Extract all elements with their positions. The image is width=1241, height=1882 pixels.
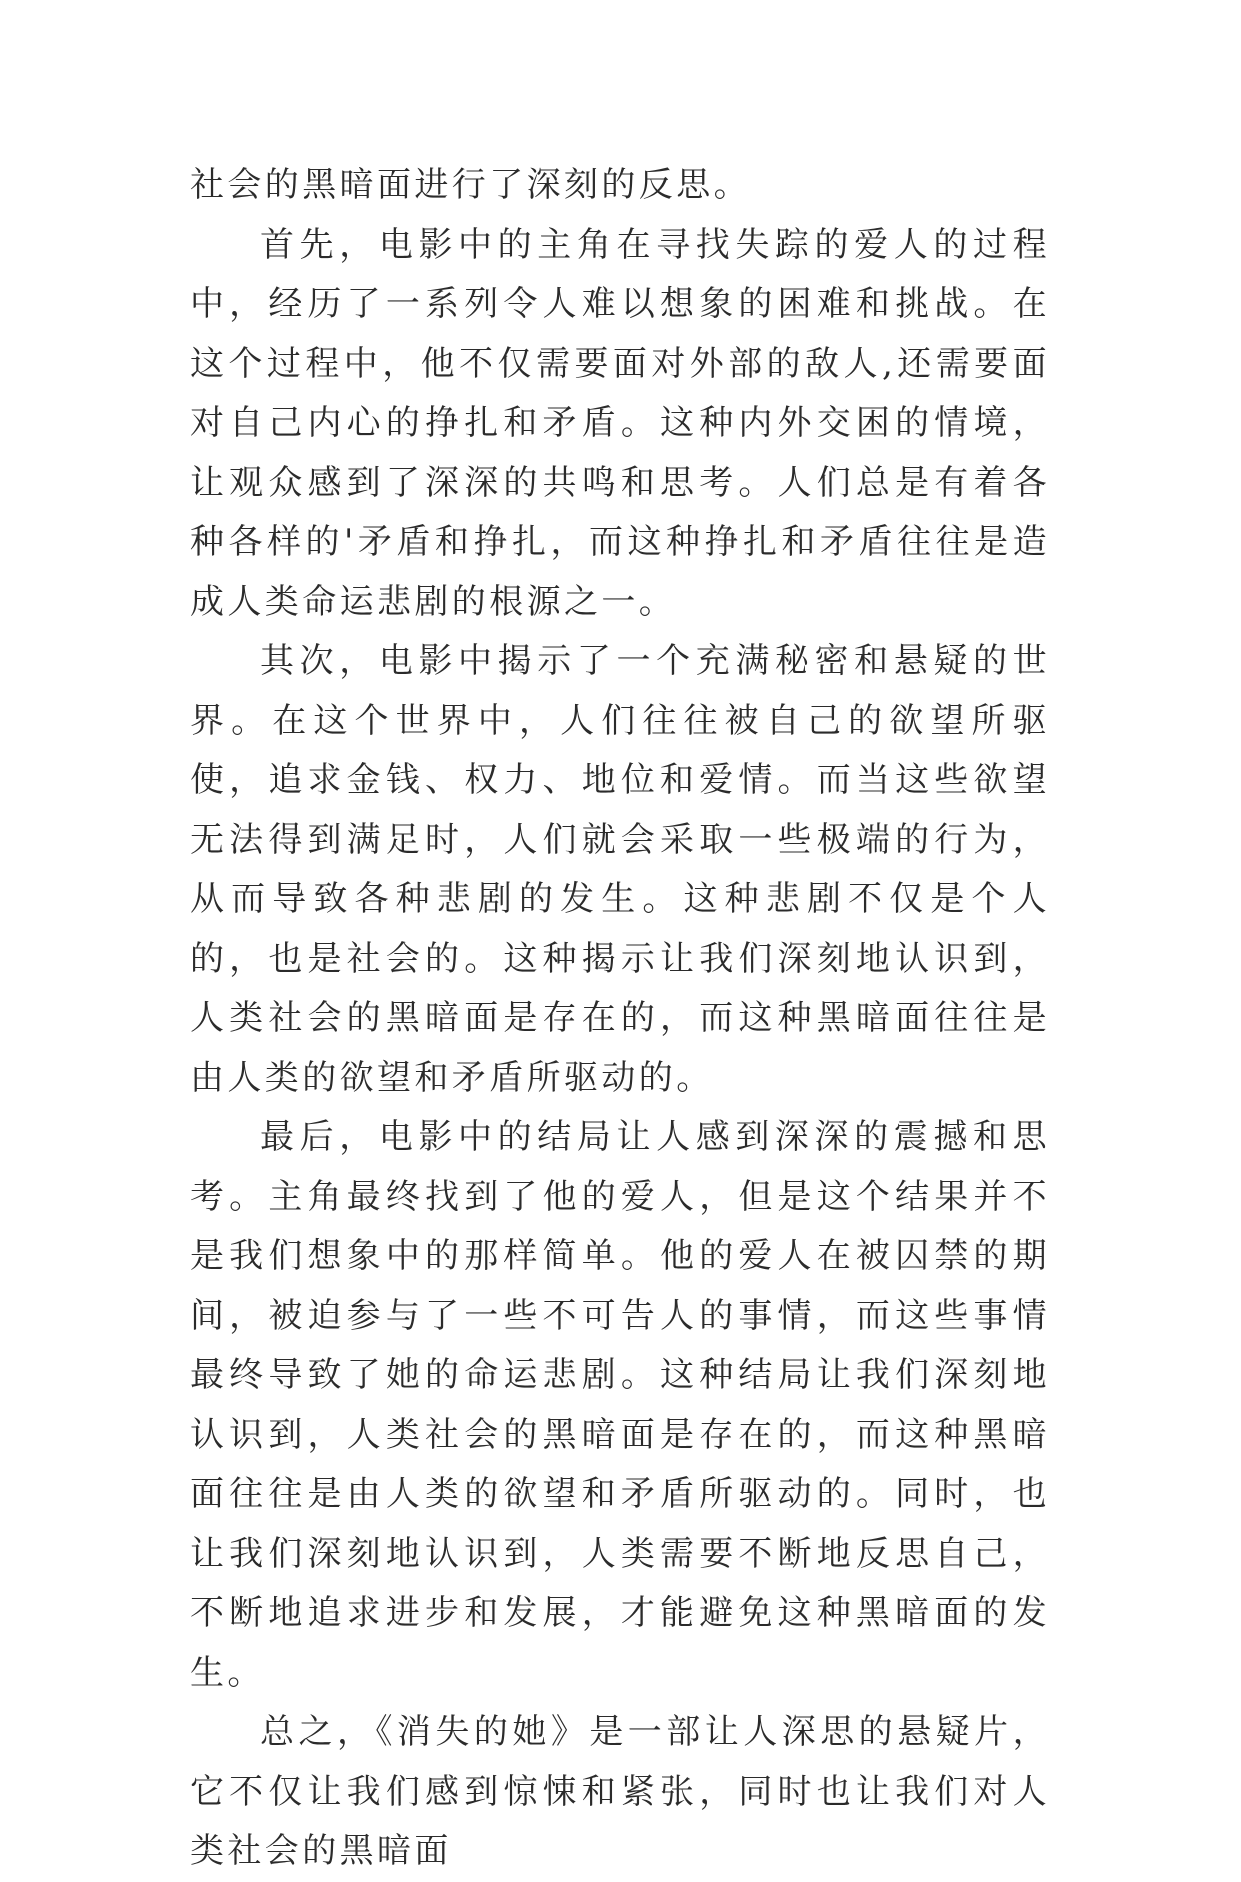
paragraph-continuation: 社会的黑暗面进行了深刻的反思。 — [190, 165, 751, 205]
paragraph-last: 最后，电影中的结局让人感到深深的震撼和思考。主角最终找到了他的爱人，但是这个结果并不是我们想象中的那样简单。他的爱人在被囚禁的期间，被迫参与了一些不可告人的事情，而这些事情最终导致了她的命运悲剧。这种结局让我们深刻地认识到，人类社会的黑暗面是存在的，而这种黑暗面往往是由人类的欲望和矛盾所驱动的。同时，也让我们深刻地认识到，人类需要不断地反思自己，不断地追求进步和发展，才能避免这种黑暗面的发生。 — [190, 1117, 1050, 1693]
paragraph-first: 首先，电影中的主角在寻找失踪的爱人的过程中，经历了一系列令人难以想象的困难和挑战。在这个过程中，他不仅需要面对外部的敌人,还需要面对自己内心的挣扎和矛盾。这种内外交困的情境，让观众感到了深深的共鸣和思考。人们总是有着各种各样的'矛盾和挣扎，而这种挣扎和矛盾往往是造成人类命运悲剧的根源之一。 — [190, 224, 1050, 622]
paragraph-second: 其次，电影中揭示了一个充满秘密和悬疑的世界。在这个世界中，人们往往被自己的欲望所驱使，追求金钱、权力、地位和爱情。而当这些欲望无法得到满足时，人们就会采取一些极端的行为，从而导致各种悲剧的发生。这种悲剧不仅是个人的，也是社会的。这种揭示让我们深刻地认识到，人类社会的黑暗面是存在的，而这种黑暗面往往是由人类的欲望和矛盾所驱动的。 — [190, 641, 1050, 1098]
document-body — [190, 156, 1050, 1882]
paragraph-conclusion: 总之，《消失的她》是一部让人深思的悬疑片，它不仅让我们感到惊悚和紧张，同时也让我们对人类社会的黑暗面 — [190, 1712, 1050, 1871]
